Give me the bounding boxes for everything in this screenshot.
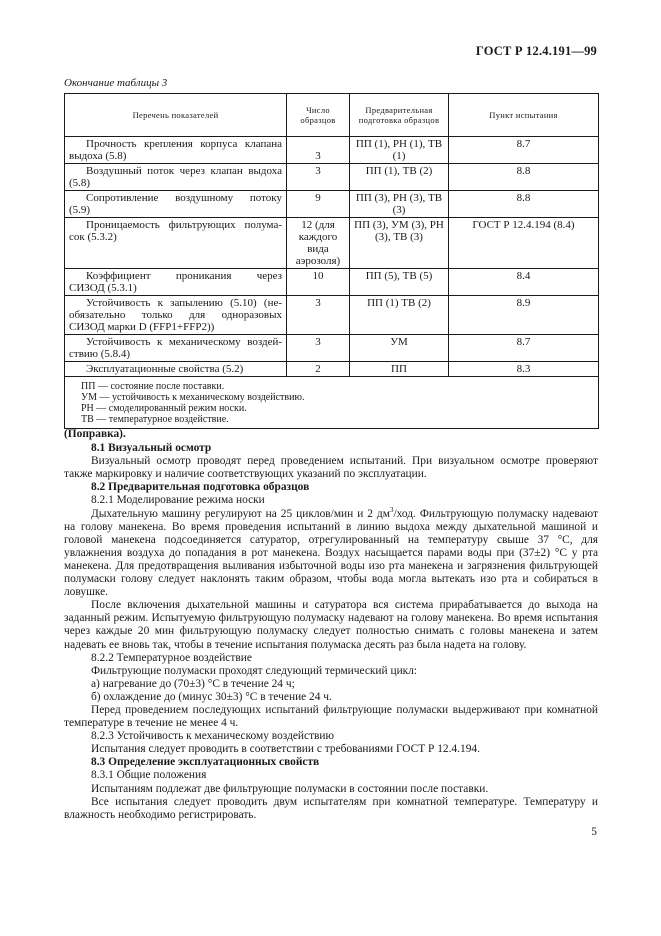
amendment-note: (Поправка). bbox=[64, 428, 126, 440]
document-body bbox=[64, 428, 598, 822]
paragraph bbox=[64, 505, 598, 600]
indicator-cell bbox=[65, 191, 287, 218]
indicator-text: СИЗОД (5.3.1) bbox=[69, 282, 137, 294]
indicator-cell bbox=[65, 218, 287, 269]
indicator-text: Проницаемость фильтрующих полума- bbox=[86, 219, 282, 231]
indicator-text: Коэффициент проникания через bbox=[86, 270, 282, 282]
indicator-cell bbox=[65, 269, 287, 296]
count-cell: 3 bbox=[287, 164, 350, 191]
page-number: 5 bbox=[591, 826, 597, 838]
count-cell: 3 bbox=[287, 335, 350, 362]
prep-cell: УМ bbox=[350, 335, 449, 362]
col-header-test-point: Пункт испытания bbox=[449, 94, 599, 137]
indicator-text: обязательно только для одноразовых bbox=[69, 309, 282, 321]
note-item: ПП — состояние после поставки. bbox=[81, 381, 225, 392]
table-3 bbox=[64, 93, 599, 429]
table-row bbox=[65, 191, 599, 218]
list-item: б) охлаждение до (минус 30±3) °С в течение 24 ч. bbox=[91, 690, 332, 703]
indicator-text: Эксплуатационные свойства (5.2) bbox=[86, 363, 244, 375]
indicator-text: Сопротивление воздушному потоку bbox=[86, 192, 282, 204]
table-notes-row bbox=[65, 377, 599, 429]
paragraph: Все испытания следует проводить двум испытателям при комнатной температуре. Температуру и влажность необходимо регистрировать. bbox=[64, 795, 598, 821]
indicator-text: (5.8) bbox=[69, 177, 91, 189]
count-cell: 9 bbox=[287, 191, 350, 218]
paragraph-text: /ход. Фильтрующую полумаску надевают на голову манекена. Во время проведения испытаний в линию выдоха между дыхательной машиной и головой манекена подсоединяется сатуратор, отрегулированный на температуру свыше 37 °С, для увлажнения воздуха до попадания в рот манекена. Воздух насыщается парами воды при (37±2) °С у рта манекена. Для предотвращения выливания избыточной воды изо рта манекена и загрязнения фильтрующей полумаски голову следует наклонять таким образом, чтобы вода могла вытекать изо рта и собираться в ловушке. bbox=[64, 507, 598, 599]
paragraph: Испытания следует проводить в соответствии с требованиями ГОСТ Р 12.4.194. bbox=[91, 743, 480, 756]
subsection-heading-8-2-2: 8.2.2 Температурное воздействие bbox=[91, 651, 252, 664]
section-heading-8-3: 8.3 Определение эксплуатационных свойств bbox=[91, 756, 320, 769]
subsection-heading-8-2-3: 8.2.3 Устойчивость к механическому воздействию bbox=[91, 730, 335, 743]
prep-cell: ПП bbox=[350, 362, 449, 377]
paragraph: Перед проведением последующих испытаний фильтрующие полумаски выдерживают при комнатной температуре в течение не менее 4 ч. bbox=[64, 703, 598, 730]
table-header-row bbox=[65, 94, 599, 137]
col-header-indicators: Перечень показателей bbox=[65, 94, 287, 137]
point-cell: ГОСТ Р 12.4.194 (8.4) bbox=[449, 218, 599, 269]
point-cell: 8.4 bbox=[449, 269, 599, 296]
section-heading-8-1: 8.1 Визуальный осмотр bbox=[91, 442, 212, 455]
indicator-text: СИЗОД марки D (FFP1+FFP2)) bbox=[69, 321, 215, 333]
superscript: 3 bbox=[389, 505, 394, 514]
point-cell: 8.7 bbox=[449, 137, 599, 164]
count-cell: 10 bbox=[287, 269, 350, 296]
indicator-text: ствию (5.8.4) bbox=[69, 348, 131, 360]
table-caption: Окончание таблицы 3 bbox=[64, 77, 168, 89]
document-header: ГОСТ Р 12.4.191—99 bbox=[475, 44, 597, 58]
indicator-text: Прочность крепления корпуса клапана bbox=[86, 138, 282, 150]
table-row bbox=[65, 137, 599, 164]
count-cell: 3 bbox=[287, 137, 350, 164]
note-item: УМ — устойчивость к механическому воздействию. bbox=[81, 392, 305, 403]
point-cell: 8.7 bbox=[449, 335, 599, 362]
indicator-cell bbox=[65, 164, 287, 191]
list-item: а) нагревание до (70±3) °С в течение 24 ч; bbox=[91, 677, 295, 690]
indicator-text: Устойчивость к запылению (5.10) (не- bbox=[86, 297, 282, 309]
col-header-sample-count: Число образцов bbox=[287, 94, 350, 137]
prep-cell: ПП (1), ТВ (2) bbox=[350, 164, 449, 191]
paragraph: После включения дыхательной машины и сатуратора вся система прирабатывается до выхода на заданный режим. Испытуемую фильтрующую полумаску надевают на голову манекена. Во время испытания через каждые 20 мин фильтрующую полумаску следует полностью снимать с головы манекена и затем надевать ее вновь так, чтобы в течение испытания полумаска десять раз была надета на голову. bbox=[64, 599, 598, 651]
point-cell: 8.8 bbox=[449, 191, 599, 218]
paragraph: Визуальный осмотр проводят перед проведением испытаний. При визуальном осмотре проверяют также маркировку и наличие соответствующих указаний по эксплуатации. bbox=[64, 455, 598, 481]
table-row bbox=[65, 269, 599, 296]
point-cell: 8.8 bbox=[449, 164, 599, 191]
note-item: РН — смоделированный режим носки. bbox=[81, 403, 247, 414]
table-notes bbox=[65, 377, 599, 429]
indicator-text: Устойчивость к механическому воздей- bbox=[86, 336, 282, 348]
paragraph: Фильтрующие полумаски проходят следующий термический цикл: bbox=[91, 664, 418, 677]
table-row bbox=[65, 164, 599, 191]
table-row bbox=[65, 296, 599, 335]
indicator-text: сок (5.3.2) bbox=[69, 231, 117, 243]
table-row bbox=[65, 362, 599, 377]
indicator-cell bbox=[65, 296, 287, 335]
count-cell: 2 bbox=[287, 362, 350, 377]
indicator-text: выдоха (5.8) bbox=[69, 150, 127, 162]
subsection-heading-8-3-1: 8.3.1 Общие положения bbox=[91, 769, 207, 782]
prep-cell: ПП (3), РН (3), ТВ (3) bbox=[350, 191, 449, 218]
indicator-cell bbox=[65, 362, 287, 377]
note-item: ТВ — температурное воздействие. bbox=[81, 414, 229, 425]
prep-cell: ПП (3), УМ (3), РН (3), ТВ (3) bbox=[350, 218, 449, 269]
indicator-cell bbox=[65, 335, 287, 362]
count-cell: 3 bbox=[287, 296, 350, 335]
paragraph-text: Дыхательную машину регулируют на 25 циклов/мин и 2 дм bbox=[91, 507, 390, 520]
paragraph: Испытаниям подлежат две фильтрующие полумаски в состоянии после поставки. bbox=[91, 782, 489, 795]
table-row bbox=[65, 218, 599, 269]
count-cell: 12 (для каждого вида аэрозоля) bbox=[287, 218, 350, 269]
prep-cell: ПП (5), ТВ (5) bbox=[350, 269, 449, 296]
indicator-cell bbox=[65, 137, 287, 164]
prep-cell: ПП (1) ТВ (2) bbox=[350, 296, 449, 335]
indicator-text: (5.9) bbox=[69, 204, 91, 216]
indicator-text: Воздушный поток через клапан выдоха bbox=[86, 165, 282, 177]
subsection-heading-8-2-1: 8.2.1 Моделирование режима носки bbox=[91, 494, 265, 507]
prep-cell: ПП (1), РН (1), ТВ (1) bbox=[350, 137, 449, 164]
section-heading-8-2: 8.2 Предварительная подготовка образцов bbox=[91, 481, 310, 494]
point-cell: 8.3 bbox=[449, 362, 599, 377]
table-row bbox=[65, 335, 599, 362]
col-header-preparation: Предварительная подготовка образцов bbox=[350, 94, 449, 137]
point-cell: 8.9 bbox=[449, 296, 599, 335]
